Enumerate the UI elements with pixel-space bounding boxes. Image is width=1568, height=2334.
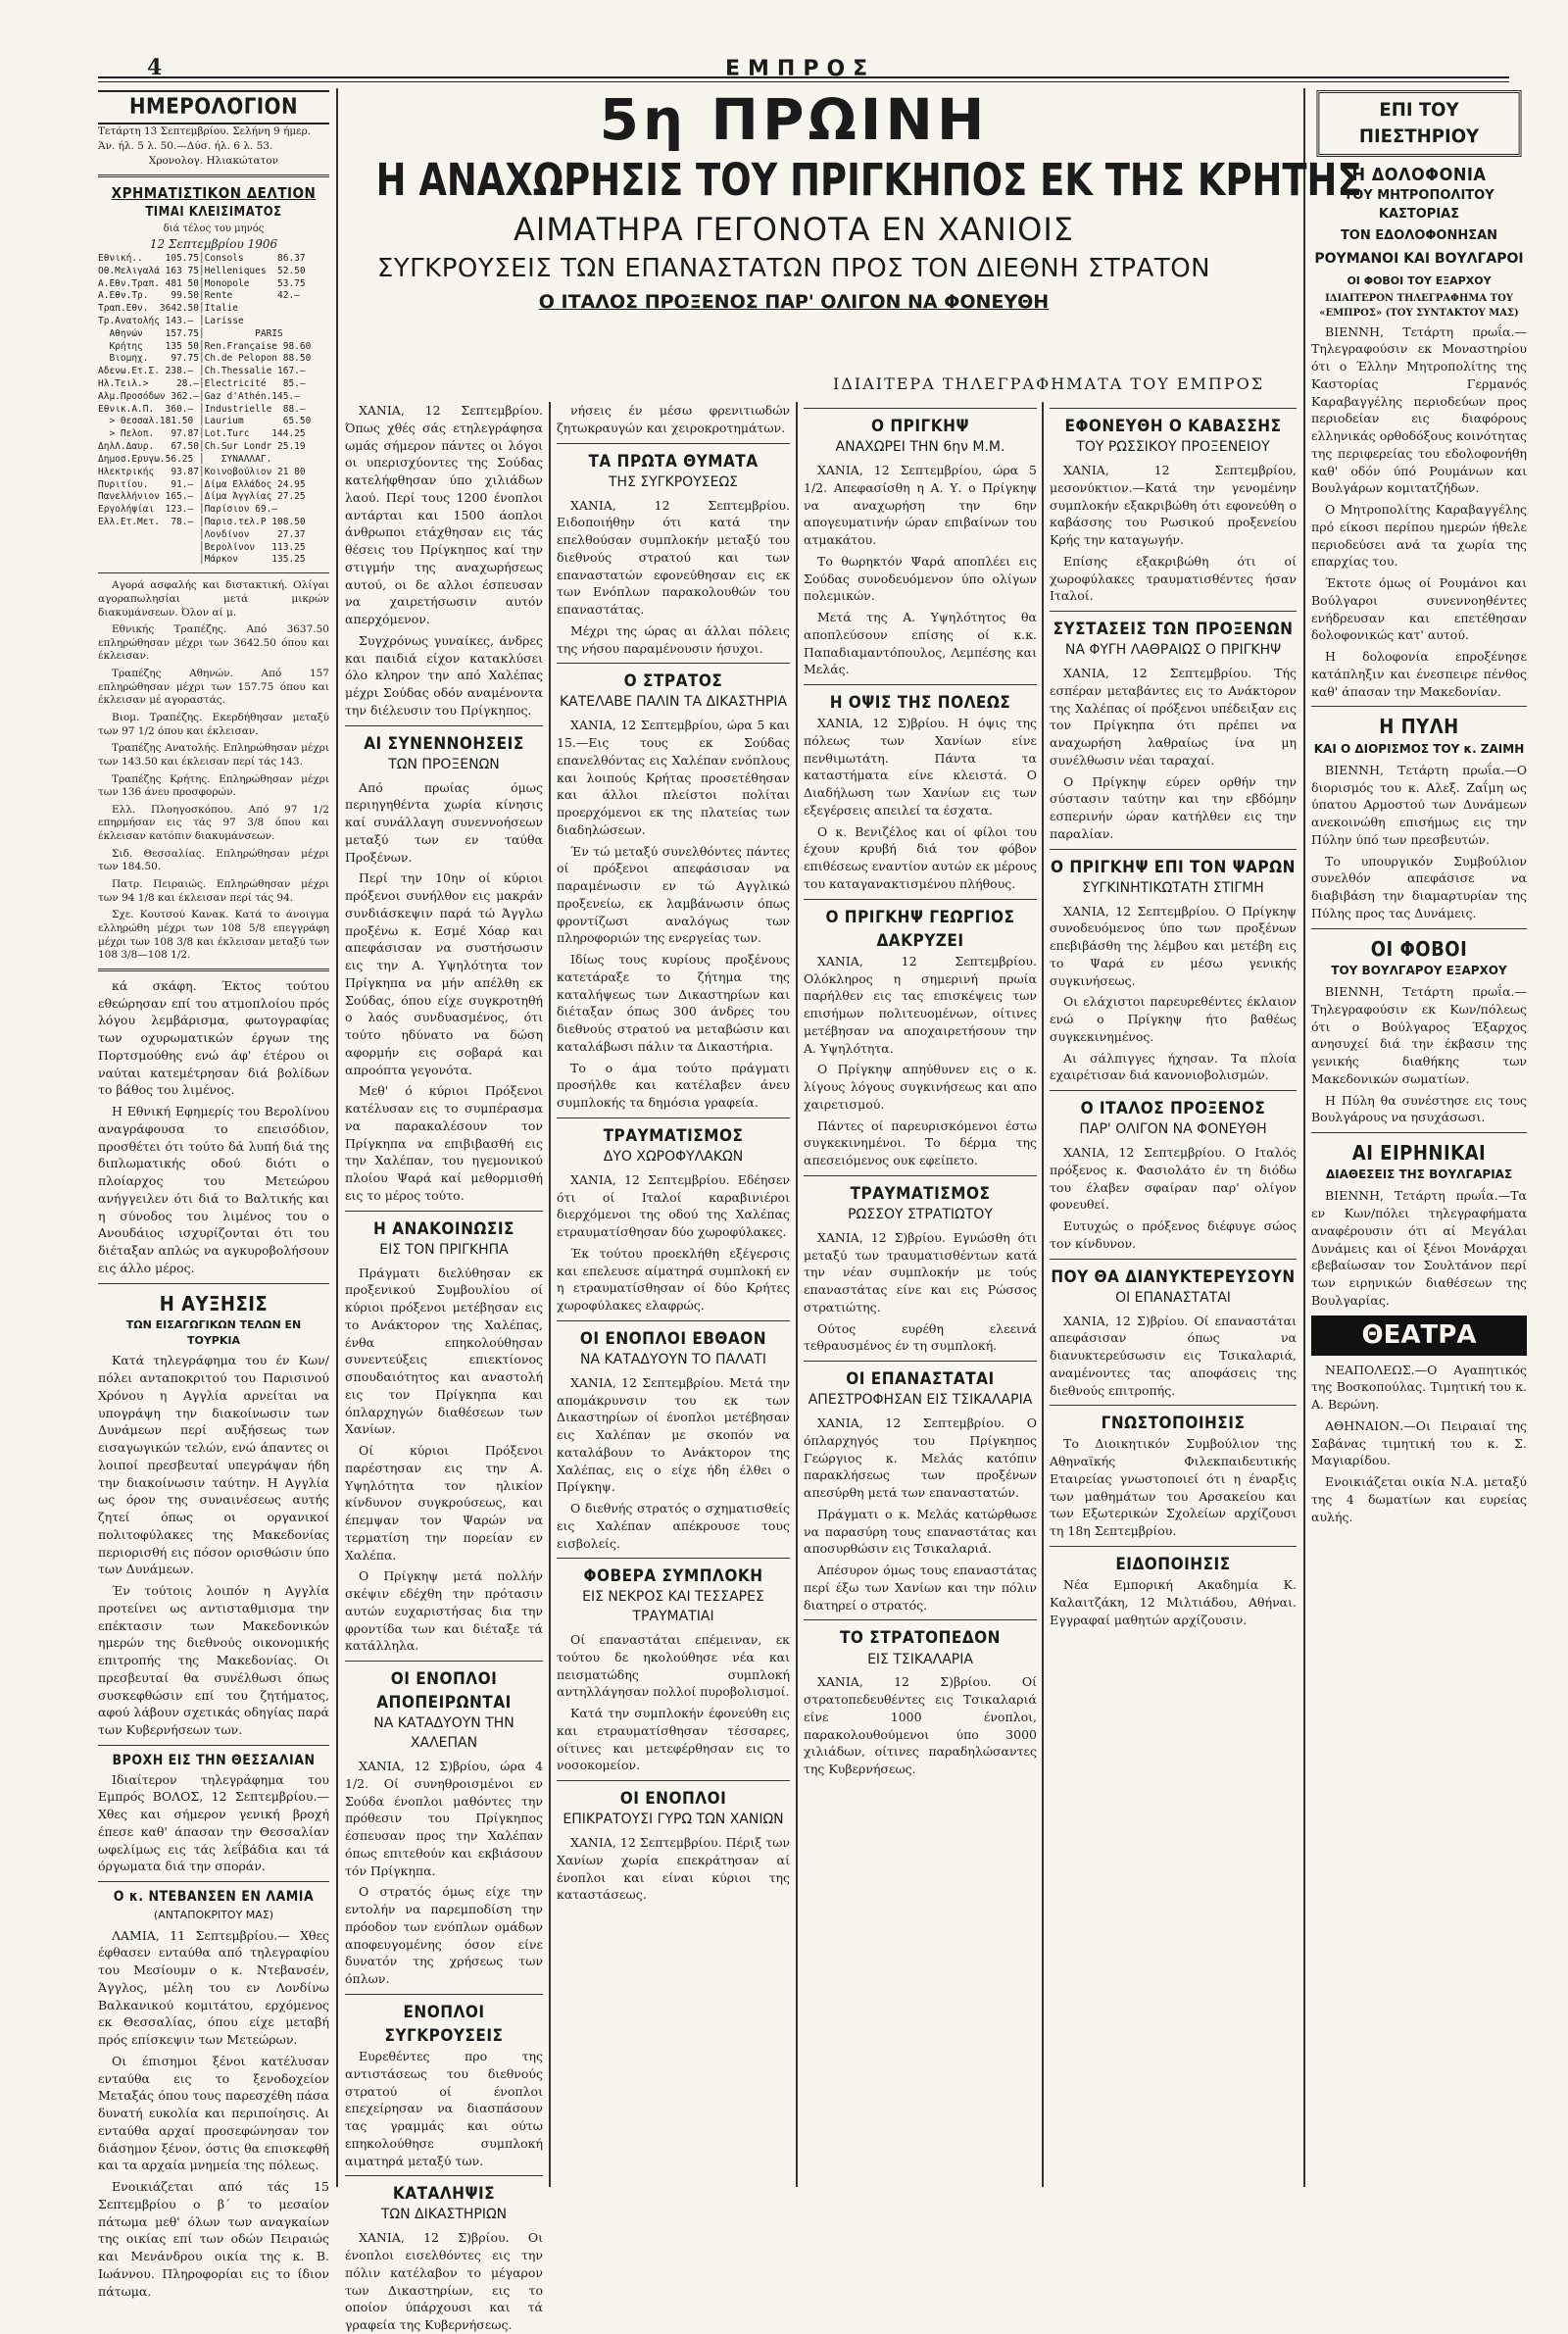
section-title: ΤΡΑΥΜΑΤΙΣΜΟΣ [603, 1125, 744, 1146]
section-subtitle: ΤΩΝ ΠΡΟΞΕΝΩΝ [388, 756, 500, 772]
article-paragraph: ΧΑΝΙΑ, 12 Σ)βρίου. Οί επαναστάται απεφάσισαν όπως να διανυκτερεύσωσιν εις Τσικαλαριά, αναμένοντες τας αποφάσεις της διεθνούς επιτροπής. [1050, 1313, 1297, 1398]
stock-row: > Θεσσαλ.181.50 │Laurium 65.50 [98, 416, 312, 427]
section-title: ΤΟ ΣΤΡΑΤΟΠΕΔΟΝ [839, 1628, 1001, 1649]
section-subtitle: ΟΙ ΦΟΒΟΙ ΤΟΥ ΕΞΑΡΧΟΥ [1347, 273, 1492, 287]
article-paragraph: Σχε. Κουτσού Κανακ. Κατά το άνοιγμα ελληρώθη μέχρι των 108 5/8 επεγγράφη μέχρι των 108 3/8 και έκλεισαν μεταξύ των 108 3/8—108 1/2. [98, 909, 329, 962]
right-body [1311, 163, 1527, 1525]
divider [1050, 408, 1297, 409]
article-paragraph: Μέχρι της ώρας αι άλλαι πόλεις της νήσου παραμένουσιν ήσυχοι. [557, 622, 790, 656]
section-subtitle: ΤΟΥ ΒΟΥΛΓΑΡΟΥ ΕΞΑΡΧΟΥ [1331, 964, 1507, 978]
section-subtitle: ΤΟΥ ΡΩΣΣΙΚΟΥ ΠΡΟΞΕΝΕΙΟΥ [1076, 439, 1270, 456]
article-paragraph: Ελλ. Πλοηγοσκόπου. Από 97 1/2 επηρμήσαν εις τάς 97 3/8 όπου και έκλεισαν κατόπιν διακυμάνσεων. [98, 803, 329, 843]
article-paragraph: Από πρωίας όμως περιηγηθέντα χωρία κίνησις καί συνάλλαγη συνεννοήσεων μεταξύ των εν ταύθα Προξένων. [345, 779, 543, 865]
stock-row: Ελλ.Ετ.Μετ. 78.— │Παρισ.τελ.Ρ 108.50 [98, 516, 306, 527]
article-paragraph: ΒΙΕΝΝΗ, Τετάρτη πρωΐα.—Τα εν Κων/πόλει τηλεγραφήματα αναφέρουσιν ότι αί Μεγάλαι Δυνάμεις και οί ξένοι Μονάρχαι εβεβαίωσαν τον Σουλτάνον περί των ειρηνικών διαθέσεων της Βουλγαρίας. [1311, 1188, 1527, 1308]
article-paragraph: ΒΙΕΝΝΗ, Τετάρτη πρωΐα.—Τηλεγραφούσιν εκ Μοναστηρίου ότι ο Έλλην Μητροπολίτης της Καστορίας Γερμανός Καραβαγγέλης περιοδεύων προς περιοδείαν εις διαφόρους ελληνικάς ορθοδόξους κοινότητας της περιφερείας του εδολοφονήθη καθ' οδόν ύπό Ρουμάνων και Βουλγάρων κομιτατζήδων. [1311, 323, 1527, 496]
section-title: ΑΙ ΣΥΝΕΝΝΟΗΣΕΙΣ [364, 733, 524, 754]
column-4 [804, 402, 1037, 2186]
financial-title: ΧΡΗΜΑΤΙΣΤΙΚΟΝ ΔΕΛΤΙΟΝ [111, 183, 317, 202]
section-subtitle: ΝΑ ΚΑΤΑΔΥΟΥΝ ΤΟ ΠΑΛΑΤΙ [580, 1351, 766, 1367]
column-3 [557, 402, 790, 2186]
column-rule [549, 402, 551, 2187]
article-paragraph: Ευτυχώς ο πρόξενος διέφυγε σώος τον κίνδυνον. [1050, 1218, 1297, 1251]
article-paragraph: Αι σάλπιγγες ήχησαν. Τα πλοία εχαιρέτισαν διά κανονιοβολισμών. [1050, 1050, 1297, 1083]
article-paragraph: Σιδ. Θεσσαλίας. Επληρώθησαν μέχρι των 184.50. [98, 847, 329, 873]
divider [557, 1117, 790, 1118]
article-paragraph: Μεθ' ό κύριοι Πρόξενοι κατέλυσαν εις το συμπέρασμα να παρακαλέσουν τον Πρίγκηπα να επιβιβασθή εις την Χαλέπαν, του ηγεμονικού πλοίου Ψαρά καί μεθορμισθή εις το μέρος τούτο. [345, 1083, 543, 1203]
section-subtitle: ΠΑΡ' ΟΛΙΓΟΝ ΝΑ ΦΟΝΕΥΘΗ [1079, 1121, 1267, 1138]
divider [98, 1881, 329, 1882]
stock-table [98, 253, 329, 567]
article-paragraph: ΧΑΝΙΑ, 12 Σ)βρίου. Εγνώσθη ότι μεταξύ των τραυματισθέντων κατά την νέαν συμπλοκήν με τούς επαναστάτας είνε και εις Ρώσσος στρατιώτης. [804, 1229, 1037, 1315]
section-title: ΟΙ ΕΝΟΠΛΟΙ ΑΠΟΠΕΙΡΩΝΤΑΙ [376, 1669, 512, 1713]
section-subtitle: ΕΙΣ ΤΟΝ ΠΡΙΓΚΗΠΑ [379, 1241, 509, 1258]
divider [557, 1320, 790, 1321]
divider [98, 1745, 329, 1746]
almanac-title: ΗΜΕΡΟΛΟΓΙΟΝ [98, 90, 329, 124]
section-title: ΓΝΩΣΤΟΠΟΙΗΣΙΣ [1101, 1414, 1246, 1434]
divider [1311, 706, 1527, 707]
article-paragraph: νήσεις έν μέσω φρενιτιωδών ζητωκραυγών και χειροκροτημάτων. [557, 403, 790, 435]
divider [345, 1994, 543, 1995]
article-paragraph: Αγορά ασφαλής και διστακτική. Ολίγαι αγοραπωλησίαι μετά μικρών διακυμάνσεων. Όλον αί μ. [98, 579, 329, 619]
divider [1050, 1405, 1297, 1406]
stock-row: Ηλεκτρικής 93.87│Κοινοβούλιον 21 80 [98, 466, 306, 477]
section-title: Η ΑΥΞΗΣΙΣ [159, 1291, 269, 1316]
section-subtitle: ΤΟΝ ΕΔΟΛΟΦΟΝΗΣΑΝ [1340, 228, 1498, 244]
article-paragraph: Μετά της Α. Υψηλότητος θα αποπλεύσουν επίσης οί κ.κ. Παπαδιαμαντόπουλος, Λεμπέσης και Μελάς. [804, 610, 1037, 677]
article-paragraph: ΧΑΝΙΑ, 12 Σ)βρίου. Οί στρατοπεδευθέντες εις Τσικαλαριά είνε 1000 ένοπλοι, παρακολουθούμενοι ύπο 3000 χιλιάδων, οίτινες παραδηλώσαντες της Κυβερνήσεως. [804, 1674, 1037, 1777]
article-paragraph: κά σκάφη. Έκτος τούτου εθεώρησαν επί του ατμοπλοίου πρός λόγου λεμβάρισμα, φωτογραφίας των οχυρωματικών έργων της Πορτσμούθης ενώ άφ' έτέρου οι ναύται κατεμέτρησαν διά βολίδων το βάθος του λιμένος. [98, 977, 329, 1098]
article-paragraph: Οι ελάχιστοι παρευρεθέντες έκλαιον ενώ ο Πρίγκηψ ήτο βαθέως συγκεκινημένος. [1050, 994, 1297, 1044]
article-paragraph: ΧΑΝΙΑ, 12 Σεπτεμβρίου. Ο Ιταλός πρόξενος κ. Φασιολάτο έν τη διόδω του έλαβεν σφαίραν παρ' ολίγον φονευθεί. [1050, 1145, 1297, 1213]
divider [1050, 1259, 1297, 1260]
column-2 [345, 402, 543, 2332]
divider [1050, 849, 1297, 850]
article-paragraph: Ο διεθνής στρατός ο σχηματισθείς εις Χαλέπαν απέκρουσε τους εισβολείς. [557, 1501, 790, 1551]
article-paragraph: ΧΑΝΙΑ, 12 Σ)βρίου. Η όψις της πόλεως των Χανίων είνε πενθιμωτάτη. Πάντα τα καταστήματα είνε κλειστά. Ο Διαδήλωση των Χανίων εις των εξεγέρσεις απειλεί τα έσχατα. [804, 716, 1037, 818]
sub-headline-2: ΣΥΓΚΡΟΥΣΕΙΣ ΤΩΝ ΕΠΑΝΑΣΤΑΤΩΝ ΠΡΟΣ ΤΟΝ ΔΙΕΘΝΗ ΣΤΡΑΤΟΝ [376, 253, 1211, 283]
page-number: 4 [147, 55, 163, 80]
article-paragraph: Κατά τηλεγράφημα του έν Κων/πόλει ανταποκριτού του Παρισινού Χρόνου η Αγγλία αρνείται να υπογράψη την διακοίνωσιν των Δυνάμεων περί αυξήσεως των εισαγωγικών τελών, ενώ άπαντες οι λοιποί πρεσβευταί υπεγράψαν ήδη την διακοίνωσιν ταύτην. Η Αγγλία ως όρον της συναινέσεως αυτής ζητεί όπως οι οργανικοί πολιτοφύλακες της Μακεδονίας περιορισθή εις πόσον ορισθώσιν ύπο των Δυνάμεων. [98, 1353, 329, 1577]
article-paragraph: Ο Πρίγκηψ εύρεν ορθήν την σύστασιν ταύτην και την εβδόμην εσπερινήν ώραν κατήλθεν εις την παραλίαν. [1050, 773, 1297, 841]
stock-row: Εργολήψίαι 123.— │Παρίσιον 69.— [98, 504, 278, 516]
stock-row: Ηλ.Τειλ.> 28.—│Electricité 85.— [98, 378, 306, 390]
article-paragraph: Ενοικιάζεται οικία Ν.Α. μεταξύ της 4 δωματίων και ευρείας αυλής. [1311, 1474, 1527, 1524]
article-paragraph: ΧΑΝΙΑ, 12 Σεπτεμβρίου. Πέριξ των Χανίων χωρία επεκράτησαν αί ένοπλοι και είναι κύριοι της καταστάσεως. [557, 1835, 790, 1903]
article-paragraph: Οί κύριοι Πρόξενοι παρέστησαν εις την Α. Υψηλότητα τον ηλικίον κίνδυνον συγκρούσεως, και έπεμψαν τον Ψαρών να τερματίση την πορείαν εν Χαλέπα. [345, 1443, 543, 1563]
section-title: ΠΟΥ ΘΑ ΔΙΑΝΥΚΤΕΡΕΥΣΟΥΝ [1051, 1266, 1296, 1287]
article-paragraph: Ο στρατός όμως είχε την εντολήν να παρεμποδίση την πρόοδον των ενόπλων ομάδων αποφευγομένης όσον είνε δυνατόν της χρήσεως των όπλων. [345, 1884, 543, 1986]
stock-row: > Πελοπ. 97.87│Lot.Turc 144.25 [98, 428, 306, 440]
front-headline-block [284, 86, 1362, 313]
financial-subtitle: ΤΙΜΑΙ ΚΛΕΙΣΙΜΑΤΟΣ [145, 205, 282, 221]
section-subtitle: ΣΥΓΚΙΝΗΤΙΚΩΤΑΤΗ ΣΤΙΓΜΗ [1082, 879, 1264, 896]
stock-row: │Βερολίνον 113.25 [98, 541, 306, 553]
article-paragraph: ΧΑΝΙΑ, 12 Σεπτεμβρίου, ώρα 5 1/2. Απεφασίσθη η Α. Υ. ο Πρίγκηψ να αναχωρήση την 6ην απογευματινήν ώραν επιβαίνων του ατμακάτου. [804, 463, 1037, 547]
section-subtitle: ΕΠΙΚΡΑΤΟΥΣΙ ΓΥΡΩ ΤΩΝ ΧΑΝΙΩΝ [563, 1812, 784, 1828]
divider [98, 968, 329, 971]
article-paragraph: Έκ τούτου προεκλήθη εξέγερσις και επελευσε αίματηρά συμπλοκή εν η ετραυματίσθησαν οί δύο Κρήτες χωροφύλακες ελαφρώς. [557, 1245, 790, 1313]
divider [345, 1661, 543, 1662]
article-paragraph: Ευρεθέντες προ της αντιστάσεως του διεθνούς στρατού οί ένοπλοι επεχείρησαν να διασπάσουν τας γραμμάς και ούτω επηκολούθησε συμπλοκή αιματηρά μεταξύ των. [345, 2049, 543, 2168]
section-subtitle: ΚΑΙ Ο ΔΙΟΡΙΣΜΟΣ ΤΟΥ κ. ΖΑΙΜΗ [1313, 741, 1525, 756]
left-column [98, 90, 329, 2299]
section-subtitle: ΚΑΤΕΛΑΒΕ ΠΑΛΙΝ ΤΑ ΔΙΚΑΣΤΗΡΙΑ [559, 694, 788, 711]
article-paragraph: Πράγματι ο κ. Μελάς κατώρθωσε να παρασύρη τους επαναστάτας και αποσυρθώσιν εις Τσικαλαριά. [804, 1506, 1037, 1557]
almanac-line: Τετάρτη 13 Σεπτεμβρίου. Σελήνη 9 ήμερ. [98, 125, 312, 138]
section-subtitle: ΑΝΑΧΩΡΕΙ ΤΗΝ 6ην Μ.Μ. [835, 439, 1005, 456]
stock-row: Αθηνών 157.75│ PARIS [98, 327, 283, 339]
article-paragraph: ΛΑΜΙΑ, 11 Σεπτεμβρίου.— Χθες έφθασεν ενταύθα από τηλεγραφίου του Μεσίουμν ο κ. Ντεβανσέν, Άγγλος, μέλη του εν Λονδίνω Βαλκανικού κομιτάτου, ερχόμενος εκ Θεσσαλίας, όπου είχε μεταβή πρός επίσκεψιν των Μετεώρων. [98, 1927, 329, 2048]
section-title: ΟΙ ΕΝΟΠΛΟΙ ΕΒΘΑΟΝ [579, 1328, 767, 1349]
section-subtitle: ΕΙΣ ΤΣΙΚΑΛΑΡΙΑ [867, 1651, 973, 1667]
section-title: ΑΙ ΕΙΡΗΝΙΚΑΙ [1351, 1141, 1487, 1166]
right-column [1311, 90, 1527, 2188]
article-paragraph: ΑΘΗΝΑΙΟΝ.—Οι Πειραιαί της Σαβάνας τιμητική του κ. Σ. Μαγιαρίδου. [1311, 1417, 1527, 1468]
section-title: Ο ΙΤΑΛΟΣ ΠΡΟΞΕΝΟΣ [1080, 1099, 1266, 1118]
header-rule [98, 76, 1509, 78]
section-subtitle: ΝΑ ΚΑΤΑΔΥΟΥΝ ΤΗΝ ΧΑΛΕΠΑΝ [373, 1715, 514, 1752]
article-paragraph: Ο Μητροπολίτης Καραβαγγέλης πρό είκοσι περίπου ημερών ήθελε περιοδεύσει ανά τα χωρία της επαρχίας του. [1311, 502, 1527, 570]
divider [804, 899, 1037, 900]
article-paragraph: Επίσης εξακριβώθη ότι οί χωροφύλακες τραυματισθέντες ήσαν Ιταλοί. [1050, 553, 1297, 604]
section-subtitle: ΡΟΥΜΑΝΟΙ ΚΑΙ ΒΟΥΛΓΑΡΟΙ [1314, 250, 1524, 267]
divider [1050, 611, 1297, 612]
column-rule [336, 88, 338, 2187]
stock-row: Κρήτης 135 50│Ren.Française 98.60 [98, 340, 312, 352]
divider [804, 1175, 1037, 1176]
article-paragraph: Απέσυρον όμως τους επαναστάτας περί έξω των Χανίων και την πόλιν διατηρεί ο στρατός. [804, 1563, 1037, 1613]
article-paragraph: ΧΑΝΙΑ, 12 Σεπτεμβρίου. Ο όπλαρχηγός του Πρίγκηπος Γεώργιος κ. Μελάς κατόπιν παρακλήσεως των προξένων απεσύρθη μετά των επαναστατών. [804, 1415, 1037, 1501]
article-paragraph: ΧΑΝΙΑ, 12 Σεπτεμβρίου, ώρα 5 και 15.—Εις τους εκ Σούδας επανελθόντας εις Χαλέπαν ενόπλους και λοιπούς Κρήτας προσετέθησαν και άλλοι πλείστοι πολίται προερχόμενοι εκ της πλατείας των διαδηλώσεων. [557, 718, 790, 837]
stock-row: │Μάρκον 135.25 [98, 554, 306, 566]
stock-row: Εθνική.. 105.75│Consols 86.37 [98, 252, 306, 264]
article-paragraph: Κατά την συμπλοκήν έφονεύθη εις και ετραυματίσθησαν τέσσαρες, οίτινες και μετεφέρθησαν εις το νοσοκομείον. [557, 1706, 790, 1773]
almanac-line: Χρονολογ. Ηλιακώτατον [148, 155, 279, 168]
stock-row: Οθ.Μελιγαλά 163 75│Helleniques 52.50 [98, 265, 306, 276]
press-banner: ΕΠΙ ΤΟΥ ΠΙΕΣΤΗΡΙΟΥ [1317, 90, 1522, 157]
wires-label: ΙΔΙΑΙΤΕΡΑ ΤΗΛΕΓΡΑΦΗΜΑΤΑ ΤΟΥ ΕΜΠΡΟΣ [833, 374, 1265, 393]
divider [1050, 1090, 1297, 1091]
section-subtitle: ΔΥΟ ΧΩΡΟΦΥΛΑΚΩΝ [603, 1148, 744, 1165]
column-5 [1050, 402, 1297, 2186]
article-paragraph: Το Διοικητικόν Συμβούλιον της Αθηναϊκής Φιλεκπαιδευτικής Εταιρείας γνωστοποιεί ότι η έναρξις των μαθημάτων του Αρσακείου και των Εξωτερικών Σχολείων αρχίζουσι τη 18η Σεπτεμβρίου. [1050, 1436, 1297, 1539]
divider [557, 663, 790, 664]
article-paragraph: ΧΑΝΙΑ, 12 Σεπτεμβρίου. Ο Πρίγκηψ συνοδευόμενος ύπο των προξένων επεβιβάσθη της λέμβου και μετέβη εις το Ψαρά εν μέσω γενικής συγκινήσεως. [1050, 903, 1297, 988]
article-paragraph: Πράγματι διελύθησαν εκ προξενικού Συμβουλίου οί κύριοι πρόξενοι μετέβησαν εις το Ανάκτορον της Χαλέπας, ένθα επηκολούθησαν συνεντεύξεις επιεκτίονος σπουδαιότητος και αναστολή εις τον Πρίγκηπα και όπλαρχηγών διαθέσεων των Χανίων. [345, 1265, 543, 1437]
article-paragraph: Η Πύλη θα συνέστησε εις τους Βουλγάρους να ησυχάσωσι. [1311, 1092, 1527, 1125]
divider [345, 1211, 543, 1212]
article-paragraph: ΧΑΝΙΑ, 12 Σεπτεμβρίου. Όπως χθές σάς ετηλεγράφησα ωμάς σήμερον πάντες οι λόγοι οι υπερισχύοντες της Σούδας κατελήφθησαν ύπο χιλιάδων λαού. Περί τους 1200 ένοπλοι αντάρται και 1500 άοπλοι άνθρωποι ετάχθησαν εις τάς θέσεις του Πρίγκηπος καί την στιγμήν της αναχωρήσεως αυτού, οι δε αλλοι έσπευσαν να χαιρετήσωσιν αυτόν απερχόμενον. [345, 403, 543, 626]
divider [557, 1558, 790, 1559]
article-paragraph: Ο Πρίγκηψ μετά πολλήν σκέψιν εδέχθη την πρότασιν αυτών ευχαριστήσας δια την φροντίδα των και διέταξε τά κατάλληλα. [345, 1568, 543, 1654]
divider [557, 443, 790, 444]
column-rule [796, 402, 798, 2187]
header-rule-thin [98, 81, 1509, 82]
article-paragraph: Έκτοτε όμως οί Ρουμάνοι και Βούλγαροι συνεννοηθέντες ενήδρευσαν και επετέθησαν δολοφονικώς κατ' αυτού. [1311, 575, 1527, 643]
section-title: Ο ΣΤΡΑΤΟΣ [623, 671, 723, 692]
section-subtitle: ΡΩΣΣΟΥ ΣΤΡΑΤΙΩΤΟΥ [848, 1207, 993, 1222]
section-subtitle: ΕΙΣ ΝΕΚΡΟΣ ΚΑΙ ΤΕΣΣΑΡΕΣ ΤΡΑΥΜΑΤΙΑΙ [582, 1589, 764, 1625]
divider [1311, 928, 1527, 929]
divider [345, 2175, 543, 2176]
article-paragraph: ΧΑΝΙΑ, 12 Σεπτεμβρίου. Ολόκληρος η σημερινή πρωία παρήλθεν εις τας επισκέψεις των επισήμων πολιτευομένων, οίτινες μετέβησαν να αποχαιρετήσουν την Α. Υψηλότητα. [804, 953, 1037, 1056]
sub-headline-1: ΑΙΜΑΤΗΡΑ ΓΕΓΟΝΟΤΑ ΕΝ ΧΑΝΙΟΙΣ [514, 210, 1074, 248]
section-subtitle: ΤΩΝ ΔΙΚΑΣΤΗΡΙΩΝ [380, 2207, 508, 2223]
column-rule [1042, 402, 1044, 2187]
article-paragraph: Η Εθνική Εφημερίς του Βερολίνου αναγράφουσα το επεισόδιον, προσθέτει ότι τούτο δά λυπή διά της διπλωματικής οδού διότι ο πλοίαρχος του Μετεώρου ανήγγειλεν ότι διά το Βαλτικής και η σύνοδος του λιμένος του ο Ανουδάιος ισχυρίζονται ότι του διέταξαν απλώς να αγκυροβολήσουν εις άλλο μέρος. [98, 1104, 329, 1275]
article-paragraph: Πάντες οί παρευρισκόμενοι έστω συγκεκινημένοι. Το δέρμα της απεσειόμενος ουκ εφείπετο. [804, 1117, 1037, 1168]
article-paragraph: Περί την 10ην οί κύριοι πρόξενοι συνήλθον εις μακράν συνδιάσκεψιν παρά τώ Άγγλω προξένω κ. Εσμέ Χόαρ και απεφάσισαν να συστήσωσιν εις την Α. Υψηλότητα τον Πρίγκηπα να μήν απέλθη εκ Σούδας, όπου είχε συγκροτηθή ο λαός συνδυασμένος, ότι τούτο ηδύνατο να δώση αφορμήν εις σοβαρά και απροόπτα γεγονότα. [345, 870, 543, 1077]
section-title: Ο κ. ΝΤΕΒΑΝΣΕΝ ΕΝ ΛΑΜΙΑ [113, 1889, 315, 1906]
article-paragraph: Το ο άμα τούτο πράγματι προσήλθε και κατέλαβεν άνευ συμπλοκής τα δημόσια γραφεία. [557, 1060, 790, 1110]
divider [98, 174, 329, 177]
article-paragraph: Πατρ. Πειραιώς. Επληρώθησαν μέχρι των 94 1/8 και έκλεισαν περί τάς 94. [98, 878, 329, 904]
section-subtitle: ΟΙ ΕΠΑΝΑΣΤΑΤΑΙ [1115, 1289, 1231, 1306]
stock-row: Πανελλήνιον 165.— │Δίμα Άγγλίας 27.25 [98, 491, 306, 503]
financial-date: 12 Σεπτεμβρίου 1906 [149, 236, 278, 251]
article-paragraph: Το θωρηκτόν Ψαρά αποπλέει εις Σούδας συνοδευόμενον ύπο ολίγων πολεμικών. [804, 553, 1037, 604]
section-title: Η ΠΥΛΗ [1379, 715, 1459, 739]
article-paragraph: ΒΙΕΝΝΗ, Τετάρτη πρωΐα.—Ο διορισμός του κ. Αλεξ. Ζαΐμη ως ύπατου Αρμοστού των Δυνάμεων ανεκοινώθη επισήμως εις την Πύλην ύπό των πρεσβευτών. [1311, 762, 1527, 847]
article-paragraph: Νέα Εμπορική Ακαδημία Κ. Καλαιτζάκη, 12 Μιλτιάδου, Αθήναι. Εγγραφαί μαθητών αρχίζουσιν. [1050, 1577, 1297, 1627]
edition-label: 5η ΠΡΩΙΝΗ [599, 86, 989, 153]
section-title: Ο ΠΡΙΓΚΗΨ ΓΕΩΡΓΙΟΣ ΔΑΚΡΥΖΕΙ [825, 907, 1015, 951]
divider [98, 1283, 329, 1284]
stock-row: Αλμ.Προσόδων 362.—│Gaz d'Athén.145.— [98, 390, 300, 402]
article-paragraph: ΧΑΝΙΑ, 12 Σεπτεμβρίου. Ειδοποιήθην ότι κατά την επελθούσαν συμπλοκήν μεταξύ του διεθνούς στρατού και των επαναστατών εφονεύθησαν εις εκ των Ενόπλων παρακολουθών του επαναστάτας. [557, 497, 790, 617]
stock-row: Α.Εθν.Τραπ. 481 50│Monopole 53.75 [98, 277, 306, 289]
column-rule [1303, 88, 1305, 2187]
divider [804, 408, 1037, 409]
article-paragraph: Τραπέζης Κρήτης. Επληρώθησαν μέχρι των 136 άνευ προσφορών. [98, 772, 329, 799]
section-title: Ο ΠΡΙΓΚΗΨ [871, 417, 969, 436]
divider [1050, 1546, 1297, 1547]
divider [804, 1361, 1037, 1362]
divider [804, 1619, 1037, 1620]
stock-row: Τρ.Ανατολής 143.— │Larisse [98, 315, 244, 326]
section-subtitle: ΑΠΕΣΤΡΟΦΗΣΑΝ ΕΙΣ ΤΣΙΚΑΛΑΡΙΑ [808, 1392, 1033, 1409]
section-title: ΤΡΑΥΜΑΤΙΣΜΟΣ [850, 1183, 991, 1204]
section-title: ΦΟΒΕΡΑ ΣΥΜΠΛΟΚΗ [583, 1566, 763, 1587]
financial-notes [98, 579, 329, 963]
section-title: ΚΑΤΑΛΗΨΙΣ [392, 2184, 496, 2205]
article-paragraph: Έν τούτοις λοιπόν η Αγγλία προτείνει ως αντισταθμισμα την επέκτασιν των Μακεδονικών ημερών της διεθνούς οικονομικής επιτροπής της Μακεδονίας. Οι πρεσβευταί θα συνέλθωσι όπως συσκεφθώσιν επί του ζητήματος, αφού λάβουν σχετικάς οδηγίας παρά των Κυβερνήσεων των. [98, 1583, 329, 1737]
stock-row: Εθνικ.Α.Π. 360.— │Industrielle 88.— [98, 403, 306, 415]
divider [345, 725, 543, 726]
section-title: ΟΙ ΕΠΑΝΑΣΤΑΤΑΙ [846, 1369, 995, 1390]
article-paragraph: Η δολοφονία επροξένησε κατάπληξιν και ένεσπειρε πένθος καθ' άπασαν την Μακεδονίαν. [1311, 649, 1527, 699]
section-title: ΣΥΣΤΑΣΕΙΣ ΤΩΝ ΠΡΟΞΕΝΩΝ [1053, 620, 1294, 639]
article-paragraph: Συγχρόνως γυναίκες, άνδρες και παιδιά είχον κατακλύσει όλο κληρον την από Χαλέπας μέχρι Σούδας οδόν αναμένοντα την διέλευσιν του Πρίγκηπος. [345, 632, 543, 718]
section-title: ΕΦΟΝΕΥΘΗ Ο ΚΑΒΑΣΣΗΣ [1064, 417, 1282, 436]
sub-headline-3: Ο ΙΤΑΛΟΣ ΠΡΟΞΕΝΟΣ ΠΑΡ' ΟΛΙΓΟΝ ΝΑ ΦΟΝΕΥΘΗ [538, 290, 1050, 313]
left-body-text [98, 977, 329, 1277]
stock-row: │Λονδίνον 27.37 [98, 528, 306, 540]
article-paragraph: ΧΑΝΙΑ, 12 Σ)βρίου. Οι ένοπλοι εισελθόντες εις την πόλιν κατέλαβον το μέγαρον των Δικαστηρίων, εις το οποίον ύπάρχουσι και τά γραφεία της Κυβερνήσεως. [345, 2230, 543, 2332]
stock-row: Δημοσ.Ερυγω.56.25 │ ΣΥΝΑΛΛΑΓ. [98, 453, 272, 465]
section-title: ΒΡΟΧΗ ΕΙΣ ΤΗΝ ΘΕΣΣΑΛΙΑΝ [112, 1752, 316, 1768]
section-title: ΤΑ ΠΡΩΤΑ ΘΥΜΑΤΑ [588, 451, 759, 472]
divider [98, 572, 329, 573]
section-title: ΟΙ ΕΝΟΠΛΟΙ [619, 1789, 727, 1810]
section-title: ΟΙ ΦΟΒΟΙ [1370, 936, 1468, 961]
article-paragraph: Το υπουργικόν Συμβούλιον συνελθόν απεφάσισε να διαβιβάση την διαμαρτυρίαν της Πύλης προς τας Δυνάμεις. [1311, 853, 1527, 920]
article-paragraph: Ενοικιάζεται από τάς 15 Σεπτεμβρίου ο β΄ το μεσαίον πάτωμα μεθ' όλων των αναγκαίων της οικίας επί των οδών Πειραιώς και Μενάνδρου οικία της κ. Β. Ιωάννου. Πληροφορίαι εις το ίδιον πάτωμα. [98, 2179, 329, 2299]
article-paragraph: Οί επαναστάται επέμειναν, εκ τούτου δε ηκολούθησε νέα και πεισματώδης συμπλοκή αντηλλάγησαν πολλοί πυροβολισμοί. [557, 1632, 790, 1700]
paper-name: ΕΜΠΡΟΣ [725, 57, 876, 81]
stock-row: Βιομηχ. 97.75│Ch.de Pelopon 88.50 [98, 353, 312, 365]
article-paragraph: Ιδιαίτερον τηλεγράφημα του Εμπρός ΒΟΛΟΣ, 12 Σεπτεμβρίου.—Χθες και σήμερον γενική βροχή έπεσε καθ' άπασαν την Θεσσαλίαν ωφελίμως εις τάς λεΐβάδια και τά όργωματα διά την σποράν. [98, 1771, 329, 1874]
main-headline: Η ΑΝΑΧΩΡΗΣΙΣ ΤΟΥ ΠΡΙΓΚΗΠΟΣ ΕΚ ΤΗΣ ΚΡΗΤΗΣ [375, 153, 1362, 206]
section-title: Ο ΠΡΙΓΚΗΨ ΕΠΙ ΤΟΝ ΨΑΡΩΝ [1051, 857, 1296, 877]
article-paragraph: Ο Πρίγκηψ απηύθυνεν εις ο κ. λίγους λόγους συγκινήσεως και απο χαιρετισμού. [804, 1062, 1037, 1112]
section-body [98, 1771, 329, 1876]
article-paragraph: Ούτος ευρέθη ελεεινά τεθραυσμένος έν τη συμπλοκή. [804, 1320, 1037, 1354]
theater-banner: ΘΕΑΤΡΑ [1311, 1316, 1527, 1356]
section-subtitle: ΤΗΣ ΣΥΓΚΡΟΥΣΕΩΣ [608, 473, 738, 490]
financial-subtitle-2: διά τέλος του μηνός [163, 223, 265, 234]
article-paragraph: Έν τώ μεταξύ συνελθόντες πάντες οί πρόξενοι απεφάσισαν να παραμένωσιν εν τώ Αγγλικώ προξενείω, εκ λαμβάνωσιν όπως φροντίζωσι αναλόγως των πληροφοριών της ενεργείας των. [557, 843, 790, 946]
section-subtitle: ΝΑ ΦΥΓΗ ΛΑΘΡΑΙΩΣ Ο ΠΡΙΓΚΗΨ [1064, 642, 1282, 659]
article-paragraph: ΧΑΝΙΑ, 12 Σεπτεμβρίου, μεσονύκτιον.—Κατά την γενομένην συμπλοκήν εξακριβώθη ότι εφονεύθη ο καβάσσης του Ρωσικού προξενείου Κρής την καταγωγήν. [1050, 463, 1297, 547]
section-title: Η ΟΨΙΣ ΤΗΣ ΠΟΛΕΩΣ [829, 693, 1011, 713]
section-title: Η ΔΟΛΟΦΟΝΙΑ [1351, 164, 1487, 185]
almanac-line: Άν. ήλ. 5 λ. 50.—Δύσ. ήλ. 6 λ. 53. [98, 140, 273, 153]
section-subtitle: ΤΟΥ ΜΗΤΡΟΠΟΛΙΤΟΥ ΚΑΣΤΟΡΙΑΣ [1344, 188, 1494, 222]
divider [1311, 1132, 1527, 1133]
divider [557, 1780, 790, 1781]
section-subtitle: ΤΩΝ ΕΙΣΑΓΩΓΙΚΩΝ ΤΕΛΩΝ ΕΝ ΤΟΥΡΚΙΑ [125, 1318, 302, 1347]
stock-row: Πυριτίου. 91.— │Δίμα Ελλάδος 24.95 [98, 478, 306, 490]
section-title: ΕΝΟΠΛΟΙ ΣΥΓΚΡΟΥΣΕΙΣ [384, 2002, 504, 2046]
divider [804, 684, 1037, 685]
section-title: Η ΑΝΑΚΟΙΝΩΣΙΣ [372, 1218, 515, 1239]
section-title: ΕΙΔΟΠΟΙΗΣΙΣ [1115, 1554, 1231, 1574]
article-paragraph: Οι έπισημοι ξένοι κατέλυσαν ενταύθα εις το ξενοδοχείον Μεταξάς όπου τους παρεσχέθη πάσα δυνατή ευκολία και περιποίησις. Αι ενταύθα αρχαί προσεφώνησαν τον διάσημον ξένον, όστις θα επισκεφθή και τα αρχαία μνημεία της πόλεως. [98, 2053, 329, 2173]
stock-row: ΔηλΛ.Δαυρ. 67.50│Ch.Sur Londr 25.19 [98, 441, 306, 453]
stock-row: Τραπ.Εθν. 3642.50│Italie [98, 303, 238, 315]
article-paragraph: ΧΑΝΙΑ, 12 Σ)βρίου, ώρα 4 1/2. Οί συνηθροισμένοι εν Σούδα ένοπλοι μαθόντες την πρόθεσιν του Πρίγκηπος έσπευσαν προς την Χαλέπαν όπως επιτεθούν και εκβιάσουν τόν Πρίγκηπα. [345, 1759, 543, 1878]
article-paragraph: Τραπέζης Αθηνών. Από 157 επληρώθησαν μέχρι των 157.75 όπου και έκλεισαν μέ αγοραστάς. [98, 668, 329, 707]
stock-row: Α.Εθν.Τρ. 99.50│Rente 42.— [98, 290, 300, 302]
article-paragraph: ΧΑΝΙΑ, 12 Σεπτεμβρίου. Μετά την απομάκρυνσιν του εκ των Δικαστηρίων οί ένοπλοι μετέβησαν εις Χαλέπαν με σκοπόν να καταλάβουν το Ανάκτορον της Χαλέπας, εις ο είχε ήδη έλθει ο Πρίγκηψ. [557, 1374, 790, 1495]
stock-row: Αδενω.Ετ.Σ. 238.— │Ch.Thessalie 167.— [98, 366, 306, 377]
article-paragraph: Εθνικής Τραπέζης. Από 3637.50 επληρώθησαν μέχρι των 3642.50 όπου και έκλεισαν. [98, 623, 329, 663]
article-paragraph: ΒΙΕΝΝΗ, Τετάρτη πρωΐα.—Τηλεγραφούσιν εκ Κων/πόλεως ότι ο Βούλγαρος Έξαρχος ανησυχεί διά την έκβασιν της γενικής διαθήκης των Μακεδονικών σωματίων. [1311, 984, 1527, 1086]
article-paragraph: Βιομ. Τραπέζης. Εκερδήθησαν μεταξύ των 97 1/2 όπου και έκλεισαν. [98, 712, 329, 737]
section-note: ΙΔΙΑΙΤΕΡΟΝ ΤΗΛΕΓΡΑΦΗΜΑ ΤΟΥ «ΕΜΠΡΟΣ» (ΤΟΥ ΣΥΝΤΑΚΤΟΥ ΜΑΣ) [1319, 293, 1519, 319]
section-subtitle: ΔΙΑΘΕΣΕΙΣ ΤΗΣ ΒΟΥΛΓΑΡΙΑΣ [1325, 1167, 1513, 1182]
section-body [98, 1352, 329, 1739]
article-paragraph: ΧΑΝΙΑ, 12 Σεπτεμβρίου. Εδέησεν ότι οί Ιταλοί καραβινιέροι διερχόμενοι της οδού της Χαλέπας ετραυματίσθησαν δύο χωροφύλακες. [557, 1171, 790, 1239]
article-paragraph: ΧΑΝΙΑ, 12 Σεπτεμβρίου. Τής εσπέραν μεταβάντες εις το Ανάκτορον της Χαλέπας οί πρόξενοι υπέδειξαν εις τον Πρίγκηπα ότι πρέπει να αναχωρήση λαθραίως ίνα μη συνέλθωσιν νέαι ταραχαί. [1050, 666, 1297, 768]
article-paragraph: Τραπέζης Ανατολής. Επληρώθησαν μέχρι των 143.50 και έκλεισαν περί τάς 143. [98, 742, 329, 768]
section-subtitle: (ΑΝΤΑΠΟΚΡΙΤΟΥ ΜΑΣ) [153, 1909, 274, 1921]
section-body [98, 1927, 329, 2301]
article-paragraph: ΝΕΑΠΟΛΕΩΣ.—Ο Αγαπητικός της Βοσκοπούλας. Τιμητική του κ. Α. Βερώνη. [1311, 1362, 1527, 1413]
article-paragraph: Ιδίως τους κυρίους προξένους κατετάραξε το ζήτημα της καταλήψεως των Δικαστηρίων και διέταξαν όπως 300 άνδρες του διεθνούς στρατού να μεταβώσιν και καταλάβωσι πάλιν τα Δικαστήρια. [557, 952, 790, 1054]
article-paragraph: Ο κ. Βενιζέλος και οί φίλοι του έχουν κρυβή διά τον φόβον επιθέσεως εναντίον αυτών εκ μέρους του καταγανακτισμένου πλήθους. [804, 823, 1037, 891]
